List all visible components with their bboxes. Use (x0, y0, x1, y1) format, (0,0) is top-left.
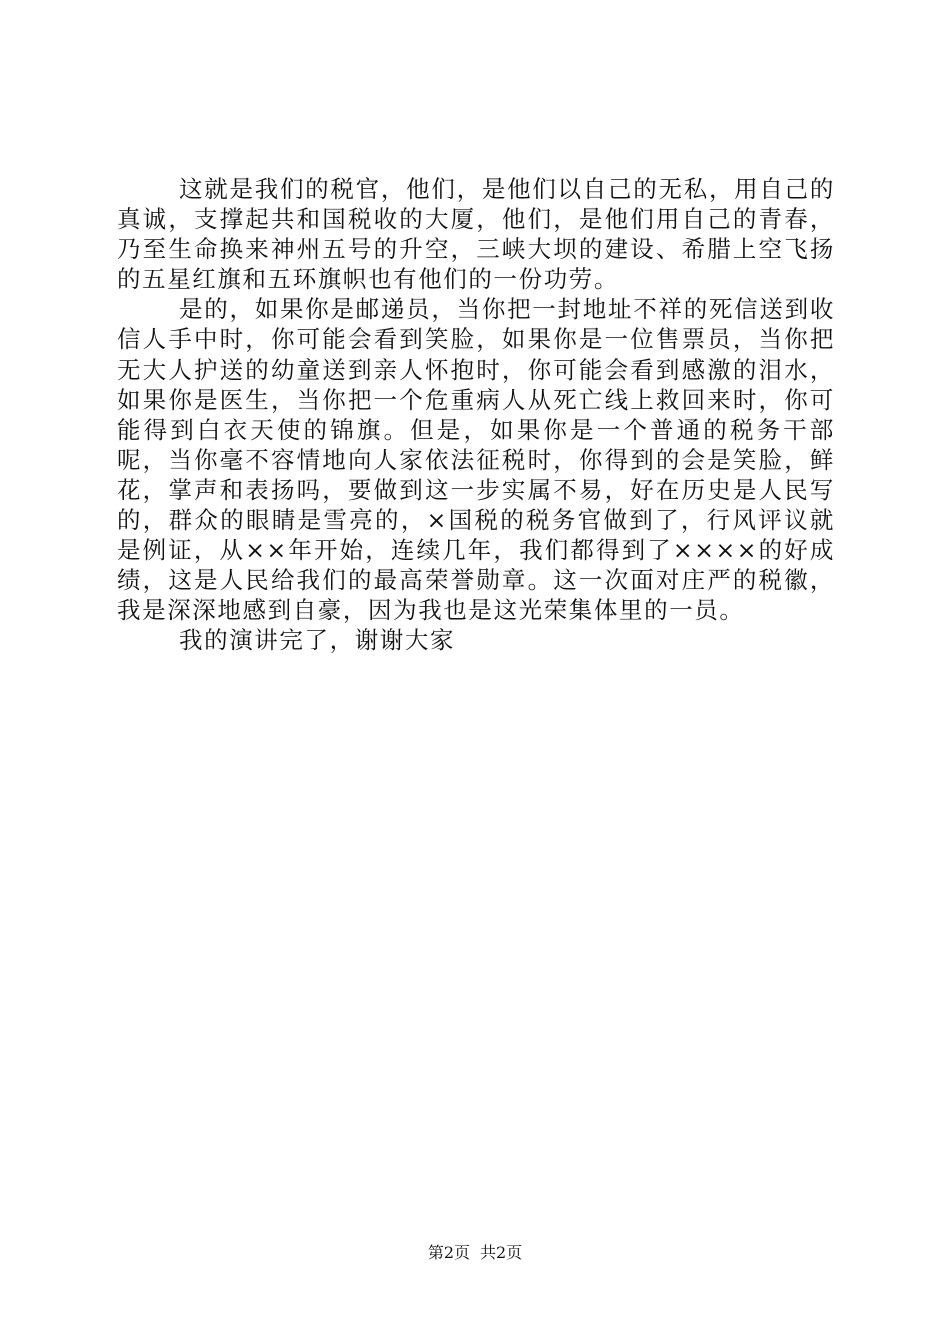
paragraph: 这就是我们的税官，他们，是他们以自己的无私，用自己的真诚，支撑起共和国税收的大厦，他们，是他们用自己的青春，乃至生命换来神州五号的升空，三峡大坝的建设、希腊上空飞扬的五星红旗和五环旗帜也有他们的一份功劳。 (117, 175, 835, 294)
page-total: 共2页 (480, 1243, 523, 1262)
page-number: 第2页 (427, 1243, 470, 1262)
page-footer (0, 1243, 950, 1263)
document-body (117, 174, 835, 656)
paragraph: 是的，如果你是邮递员，当你把一封地址不祥的死信送到收信人手中时，你可能会看到笑脸，如果你是一位售票员，当你把无大人护送的幼童送到亲人怀抱时，你可能会看到感激的泪水，如果你是医生，当你把一个危重病人从死亡线上救回来时，你可能得到白衣天使的锦旗。但是，如果你是一个普通的税务干部呢，当你毫不容情地向人家依法征税时，你得到的会是笑脸，鲜花，掌声和表扬吗，要做到这一步实属不易，好在历史是人民写的，群众的眼睛是雪亮的，×国税的税务官做到了，行风评议就是例证，从××年开始，连续几年，我们都得到了××××的好成绩，这是人民给我们的最高荣誉勋章。这一次面对庄严的税徽，我是深深地感到自豪，因为我也是这光荣集体里的一员。 (117, 295, 835, 625)
paragraph: 我的演讲完了，谢谢大家 (179, 626, 456, 655)
